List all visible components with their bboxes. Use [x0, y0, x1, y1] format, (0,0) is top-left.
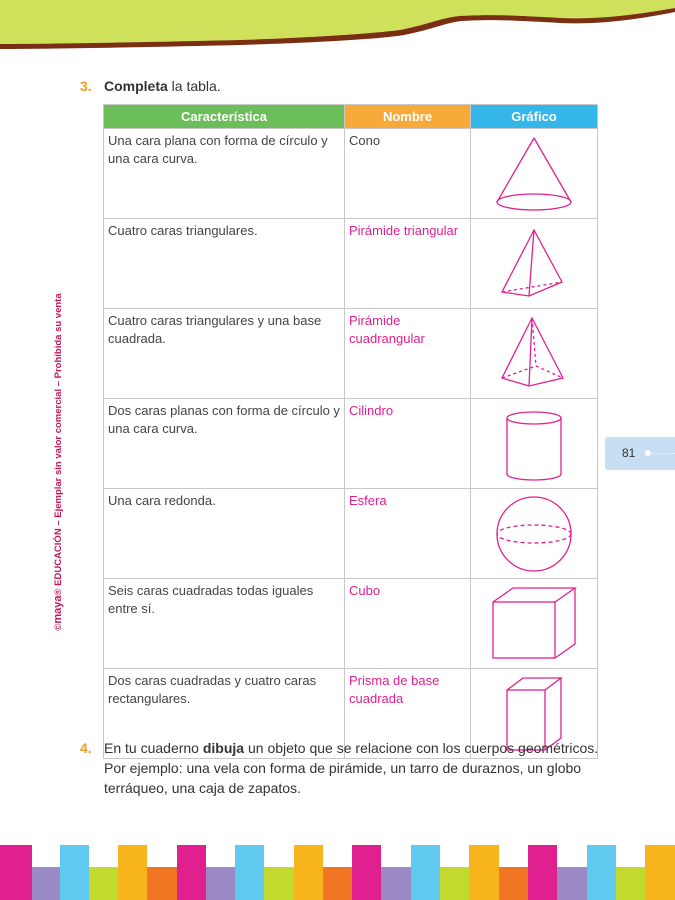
cell-caracteristica: Dos caras planas con forma de círculo y una cara curva.: [104, 399, 345, 489]
cell-grafico: [471, 129, 598, 219]
header-caracteristica: Característica: [104, 105, 345, 129]
cube-icon: [489, 584, 579, 664]
exercise-4-verb: dibuja: [202, 740, 245, 756]
exercise-4-instruction: [80, 738, 620, 800]
table-row: [104, 489, 598, 579]
cone-icon: [489, 134, 579, 214]
cylinder-icon: [489, 404, 579, 484]
cell-caracteristica: Cuatro caras triangulares y una base cuadrada.: [104, 309, 345, 399]
cell-caracteristica: Seis caras cuadradas todas iguales entre sí.: [104, 579, 345, 669]
exercise-4-text-b: un objeto que se relacione con los cuerpos geométricos. Por ejemplo: una vela con forma de pirámide, un tarro de duraznos, un globo terráqueo, una caja de zapatos.: [104, 740, 599, 796]
stripe: [60, 845, 89, 900]
stripe: [440, 867, 469, 900]
stripe: [32, 867, 60, 900]
shapes-table: [103, 104, 598, 759]
stripe: [323, 867, 352, 900]
stripe: [645, 845, 675, 900]
stripe: [616, 867, 645, 900]
header-grafico: Gráfico: [471, 105, 598, 129]
stripe: [89, 867, 118, 900]
stripe: [499, 867, 528, 900]
cell-grafico: [471, 219, 598, 309]
header-nombre: Nombre: [345, 105, 471, 129]
cell-nombre: Prisma de base cuadrada: [345, 669, 471, 759]
cell-nombre: Esfera: [345, 489, 471, 579]
stripe: [264, 867, 294, 900]
cell-grafico: [471, 579, 598, 669]
table-row: [104, 219, 598, 309]
cell-nombre: Pirámide triangular: [345, 219, 471, 309]
cell-caracteristica: Una cara plana con forma de círculo y una cara curva.: [104, 129, 345, 219]
exercise-3-verb: Completa: [104, 78, 168, 94]
exercise-4-text-a: En tu cuaderno: [104, 740, 203, 756]
dotted-line: [645, 453, 675, 454]
stripe: [469, 845, 499, 900]
cell-grafico: [471, 309, 598, 399]
stripe: [147, 867, 177, 900]
exercise-3-number: 3.: [80, 78, 92, 94]
stripe: [411, 845, 440, 900]
cell-caracteristica: Dos caras cuadradas y cuatro caras rectangulares.: [104, 669, 345, 759]
table-row: [104, 579, 598, 669]
exercise-3-instruction: [80, 76, 620, 96]
sphere-icon: [489, 494, 579, 574]
stripe: [0, 845, 32, 900]
cell-caracteristica: Una cara redonda.: [104, 489, 345, 579]
page-number: 81: [622, 446, 636, 460]
exercise-3-text: la tabla.: [167, 78, 221, 94]
copyright-side-text: ©maya® EDUCACIÓN – Ejemplar sin valor comercial – Prohibida su venta: [52, 293, 64, 631]
cell-nombre: Cono: [345, 129, 471, 219]
stripe: [177, 845, 206, 900]
bottom-color-stripes: [0, 845, 675, 900]
stripe: [352, 845, 381, 900]
stripe: [235, 845, 264, 900]
table-row: [104, 309, 598, 399]
stripe: [206, 867, 235, 900]
stripe: [557, 867, 587, 900]
cell-grafico: [471, 489, 598, 579]
table-row: [104, 129, 598, 219]
stripe: [587, 845, 616, 900]
top-decorative-wave: [0, 0, 675, 60]
cell-grafico: [471, 399, 598, 489]
stripe: [294, 845, 323, 900]
table-header-row: [104, 105, 598, 129]
stripe: [381, 867, 411, 900]
table-row: [104, 399, 598, 489]
cell-caracteristica: Cuatro caras triangulares.: [104, 219, 345, 309]
square-pyramid-icon: [489, 314, 579, 394]
cell-nombre: Cilindro: [345, 399, 471, 489]
exercise-4-number: 4.: [80, 740, 92, 756]
triangular-pyramid-icon: [489, 224, 579, 304]
cell-nombre: Cubo: [345, 579, 471, 669]
page-number-tab: [605, 437, 675, 470]
stripe: [528, 845, 557, 900]
cell-nombre: Pirámide cuadrangular: [345, 309, 471, 399]
stripe: [118, 845, 147, 900]
